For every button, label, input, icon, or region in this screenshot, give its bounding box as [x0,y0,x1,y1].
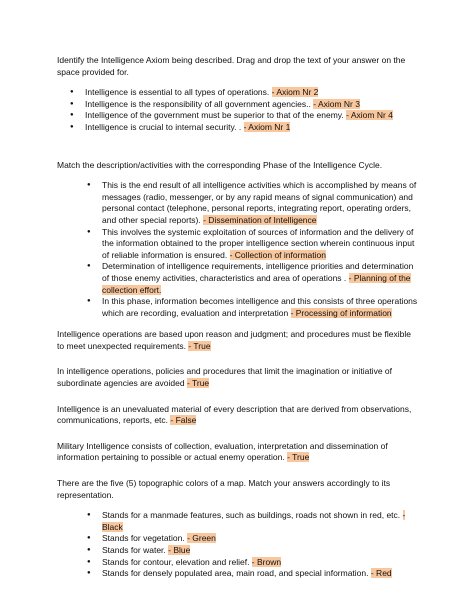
statement-paragraph [57,404,419,427]
item-text: This is the end result of all intelligence activities which is accomplished by means of messages (radio, messenger, or by any rapid means of signal communication) and personal contact (telephone, personal reports, integrating report, operating orders, and other special reports). [102,180,417,225]
statement-paragraph [57,441,419,464]
answer-highlight[interactable]: - Processing of information [290,307,392,318]
answer-highlight[interactable]: - Axiom Nr 2 [271,87,319,98]
answer-highlight[interactable]: - False [170,415,197,426]
item-text: Intelligence of the government must be superior to that of the enemy. [85,110,347,121]
answer-highlight[interactable]: - Brown [251,556,282,567]
statement-paragraph [57,329,419,352]
item-text: Stands for water. [102,545,169,555]
phase-list [102,180,419,319]
list-item [85,87,419,99]
list-item [85,110,419,122]
list-item [102,261,419,296]
list-item [102,533,419,545]
answer-highlight[interactable]: - True [188,340,211,351]
answer-highlight[interactable]: - Collection of information [229,249,326,260]
item-text: Stands for densely populated area, main road, and special information. [102,568,371,579]
statement-paragraph [57,366,419,389]
answer-highlight[interactable]: - Red [370,568,392,579]
map-color-list [102,510,419,580]
item-text: Determination of intelligence requirements, intelligence priorities and determination of those enemy activities, characteristics and area of operations . [102,261,414,283]
map-color-instructions: There are the five (5) topographic colors of a map. Match your answers accordingly to its representation. [57,478,391,500]
answer-highlight[interactable]: - Black [102,510,406,532]
item-text: Stands for vegetation. [102,533,188,544]
list-item [102,545,419,557]
answer-highlight[interactable]: - Planning of the collection effort. [102,272,411,295]
item-text: In this phase, information becomes intelligence and this consists of three operations which are recording, evaluation and interpretation [102,296,418,318]
statement-text: Military Intelligence consists of collection, evaluation, interpretation and dissemination of information pertaining to possible or actual enemy operation. [57,440,388,463]
answer-highlight[interactable]: - True [287,452,310,463]
list-item [102,510,419,533]
answer-highlight[interactable]: - Axiom Nr 4 [346,110,393,121]
statement-text: Intelligence is an unevaluated material of every description that are derived from observations, communications, reports, etc. [57,403,412,426]
answer-highlight[interactable]: - Axiom Nr 1 [243,121,291,132]
axiom-list [85,87,419,133]
list-item [85,122,419,134]
list-item [102,568,419,580]
list-item [102,180,419,226]
statement-text: In intelligence operations, policies and procedures that limit the imagination or initiative of subordinate agencies are avoided [57,366,392,389]
list-item [85,99,419,111]
answer-highlight[interactable]: - True [186,378,210,389]
item-text: Stands for a manmade features, such as buildings, roads not shown in red, etc. [102,510,403,521]
list-item [102,557,419,569]
document-page [57,55,419,580]
list-item [102,296,419,319]
item-text: Intelligence is crucial to internal security. . [85,121,244,132]
item-text: This involves the systemic exploitation of sources of information and the delivery of the information obtained to the proper intelligence section wherein continuous input of reliable information is ensured. [102,226,415,260]
axiom-instructions: Identify the Intelligence Axiom being described. Drag and drop the text of your answer on the space provided for. [57,55,406,77]
item-text: Intelligence is essential to all types of operations. [85,87,272,98]
answer-highlight[interactable]: - Blue [168,545,191,555]
answer-highlight[interactable]: - Axiom Nr 3 [313,98,360,109]
phase-instructions: Match the description/activities with the corresponding Phase of the Intelligence Cycle. [57,159,383,170]
answer-highlight[interactable]: - Dissemination of Intelligence [203,214,317,225]
statement-text: Intelligence operations are based upon reason and judgment; and procedures must be flexible to meet unexpected requirements. [57,329,411,351]
item-text: Stands for contour, elevation and relief. [102,556,252,567]
item-text: Intelligence is the responsibility of all government agencies.. [85,98,314,109]
list-item [102,227,419,262]
answer-highlight[interactable]: - Green [187,533,216,544]
